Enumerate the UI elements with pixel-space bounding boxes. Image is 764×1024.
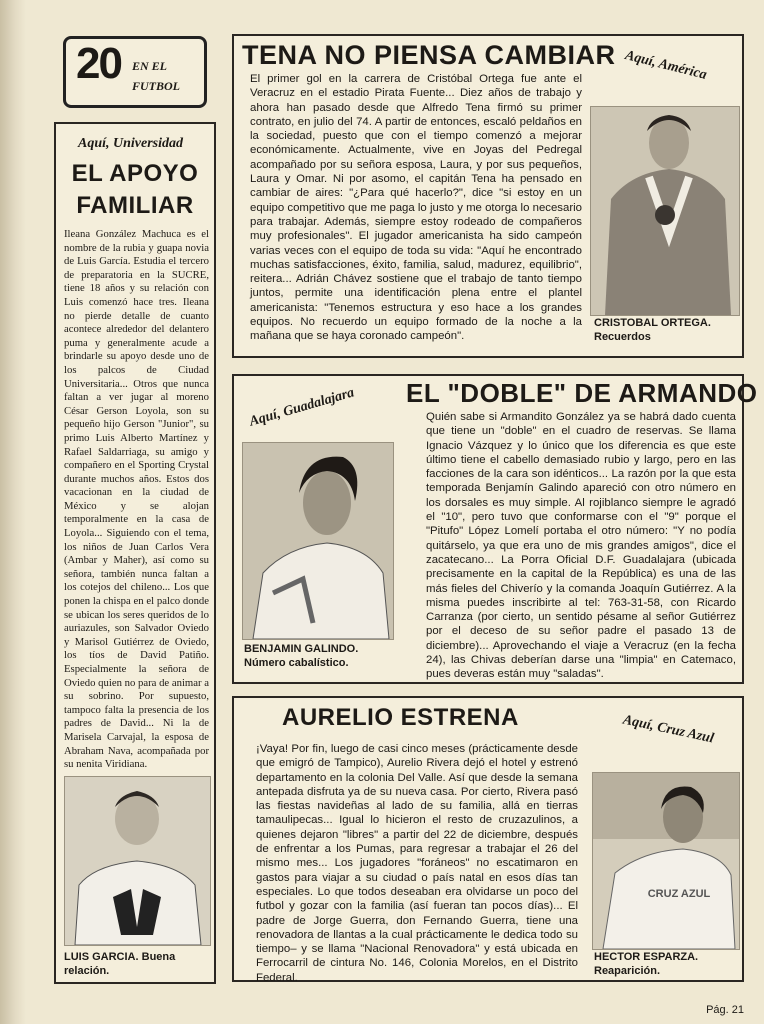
article-tena-box	[232, 34, 744, 358]
section-number: 20	[76, 39, 121, 88]
hector-esparza-photo	[592, 772, 740, 950]
article-tena-caption-note: Recuerdos	[594, 331, 651, 343]
article-aurelio-title: AURELIO ESTRENA	[282, 704, 519, 731]
section-logo	[63, 36, 207, 108]
article-doble-kicker: Aquí, Guadalajara	[247, 385, 356, 430]
luis-garcia-photo	[64, 776, 211, 946]
shirt-text: CRUZ AZUL	[647, 888, 711, 900]
left-title-line2: FAMILIAR	[76, 192, 194, 219]
page-number: Pág. 21	[706, 1004, 744, 1016]
left-title-line1: EL APOYO	[71, 160, 199, 187]
left-column-box	[54, 122, 216, 984]
article-tena-title: TENA NO PIENSA CAMBIAR	[242, 40, 616, 70]
cristobal-ortega-photo	[590, 106, 740, 316]
article-aurelio-box	[232, 696, 744, 982]
article-aurelio-body: ¡Vaya! Por fin, luego de casi cinco meses (prácticamente desde que emigró de Tampico), Aurelio Rivera dejó el hotel y estrenó departamento en la colonia Del Valle. Así que desde la semana antepada disfruta ya de su nueva casa. Por cierto, Rivera pasó las fiestas navideñas al lado de su familia, allá en tierras tamaulipecas... Igual lo hicieron el resto de cruzazulinos, a quienes dejaron "libres" a partir del 22 de diciembre, después de enfrentar a los Pumas, para regresar a trabajar el 26 del mismo mes... Los jugadores "foráneos" no escatimaron en gastos para viajar a su ciudad o país natal en esos días tan especiales. Lo que todos deseaban era olvidarse un poco del futbol y gozar con la familia (así fueran tan pocos días)... El padre de Jorge Guerra, don Fernando Guerra, tiene una renovadora de llantas a la cual prácticamente le dedica todo su tiempo– y se llama "Nacional Renovadora" y está ubicada en Ferrocarril de cintura No. 146, Colonia Morelos, en el Distrito Federal.	[256, 743, 578, 984]
benjamin-galindo-photo	[242, 442, 394, 640]
left-caption-note: Buena relación.	[64, 951, 176, 977]
article-aurelio-caption-name: HECTOR ESPARZA.	[594, 951, 699, 963]
section-label-line2: FUTBOL	[132, 79, 180, 93]
article-aurelio-caption-note: Reaparición.	[594, 965, 661, 977]
left-caption	[64, 950, 214, 978]
article-aurelio-kicker: Aquí, Cruz Azul	[621, 712, 716, 747]
left-kicker: Aquí, Universidad	[78, 136, 184, 151]
page-spine	[0, 0, 26, 1024]
left-article-body: Ileana González Machuca es el nombre de la rubia y guapa novia de Luis García. Estudia el tercero de preparatoria en la SUCRE, tiene 18 años y su relación con Luis comenzó hace tres. Ileana no pierde detalle de cuanto acontece alrededor del delantero puma y generalmente acude a brindarle su apoyo desde uno de los palcos de Ciudad Universitaria... Otros que nunca faltan a ver jugar al moreno César Gerson Loyola, son su pequeño hijo Gerson "Junior", su primo Luis Alberto Martínez y Rafael Saldarriaga, su amigo y compañero en el Sporting Crystal durante muchos años. Estos dos vacacionan en la ciudad de México y se alojan temporalmente en la casa de Loyola... Siguiendo con el tema, los niños de Juan Carlos Vera (Ambar y Maher), así como su señora, también nunca faltan a los cotejos del chileno... Los que ponen la chispa en el palco donde se ubican los seres queridos de lo auriazules, son Salvador Oviedo y Marisol Gutiérrez de Oviedo, los tíos de David Patiño. Especialmente la señora de Oviedo quien no para de animar a su sobrino. Por supuesto, tampoco falta la presencia de los padres de David... Ni la de Marisela Carvajal, la esposa de Abraham Nava, acompañada por su nenita Viridiana.	[64, 228, 209, 771]
article-tena-caption-name: CRISTOBAL ORTEGA.	[594, 317, 711, 329]
left-caption-name: LUIS GARCIA.	[64, 951, 139, 963]
article-doble-title: EL "DOBLE" DE ARMANDO	[406, 378, 758, 408]
article-tena-body: El primer gol en la carrera de Cristóbal Ortega fue ante el Veracruz en el estadio Pirata Fuente... Diez años de trabajo y ahora han pasado desde que Alfredo Tena firmó su primer contrato, en julio del 74. A partir de entonces, escaló peldaños en la sociedad, puesto que con el tiempo comenzó a mejorar económicamente. Actualmente, vive en Joyas del Pedregal acompañado por su señora esposa, Laura, y por sus pequeños, Laura y Omar. Ni por asomo, el capitán Tena ha pensado en cambiar de aires: "¿Para qué hacerlo?", dice "si estoy en un equipo competitivo que me paga lo justo y me otorga lo necesario para trabajar. Además, siempre estoy rodeado de compañeros muy profesionales". El jugador americanista ha sido campeón varias veces con el equipo de toda su vida: "Aquí he encontrado muchas satisfacciones, éxito, familia, salud, madurez, equilibrio", reitera... Adrián Chávez sostiene que el trabajo de tanto tiempo juntos, permite una identificación plena entre el plantel americanista: "Tenemos estructura y eso hace a los grandes equipos. No recuerdo un equipo formado de la noche a la mañana que se haya coronado campeón".	[250, 73, 582, 343]
article-aurelio-caption	[594, 950, 744, 978]
article-tena-kicker: Aquí, América	[623, 48, 709, 83]
article-doble-caption-name: BENJAMIN GALINDO.	[244, 643, 359, 655]
article-doble-caption-note: Número cabalístico.	[244, 657, 349, 669]
article-doble-box	[232, 374, 758, 684]
section-label-line1: EN EL	[132, 59, 168, 73]
article-doble-body: Quién sabe si Armandito González ya se habrá dado cuenta que tiene un "doble" en el cuadro de reservas. Se llama Ignacio Vázquez y lo único que los diferencia es que este último tiene el cabello demasiado rubio y largo, pero en las facciones de la cara son idénticos... La razón por la que esta temporada Benjamín Galindo apareció con otro número en los dorsales es muy simple. Al rojiblanco siempre le agradó el "10", pero tuvo que conformarse con el "9" porque el "Pitufo" López Lomelí portaba el otro número: "Y no podía quitárselo, ya que era uno de mis grandes amigos", dice el zacatecano... La Porra Oficial D.F. Guadalajara (ubicada precisamente en la capital de la República) es una de las más fieles del Chiverío y la comanda Joaquín Gutiérrez. A la misma puedes inscribirte al tel: 763-31-58, con Ricardo Carranza (por cierto, un sentido pésame al señor Gutiérrez por el deceso de su señor padre el pasado 13 de diciembre)... Aprovechando el viaje a Veracruz (en la fecha 24), las Chivas deberían darse una "limpia" en Catemaco, pues deveras están muy "saladas".	[426, 411, 736, 681]
